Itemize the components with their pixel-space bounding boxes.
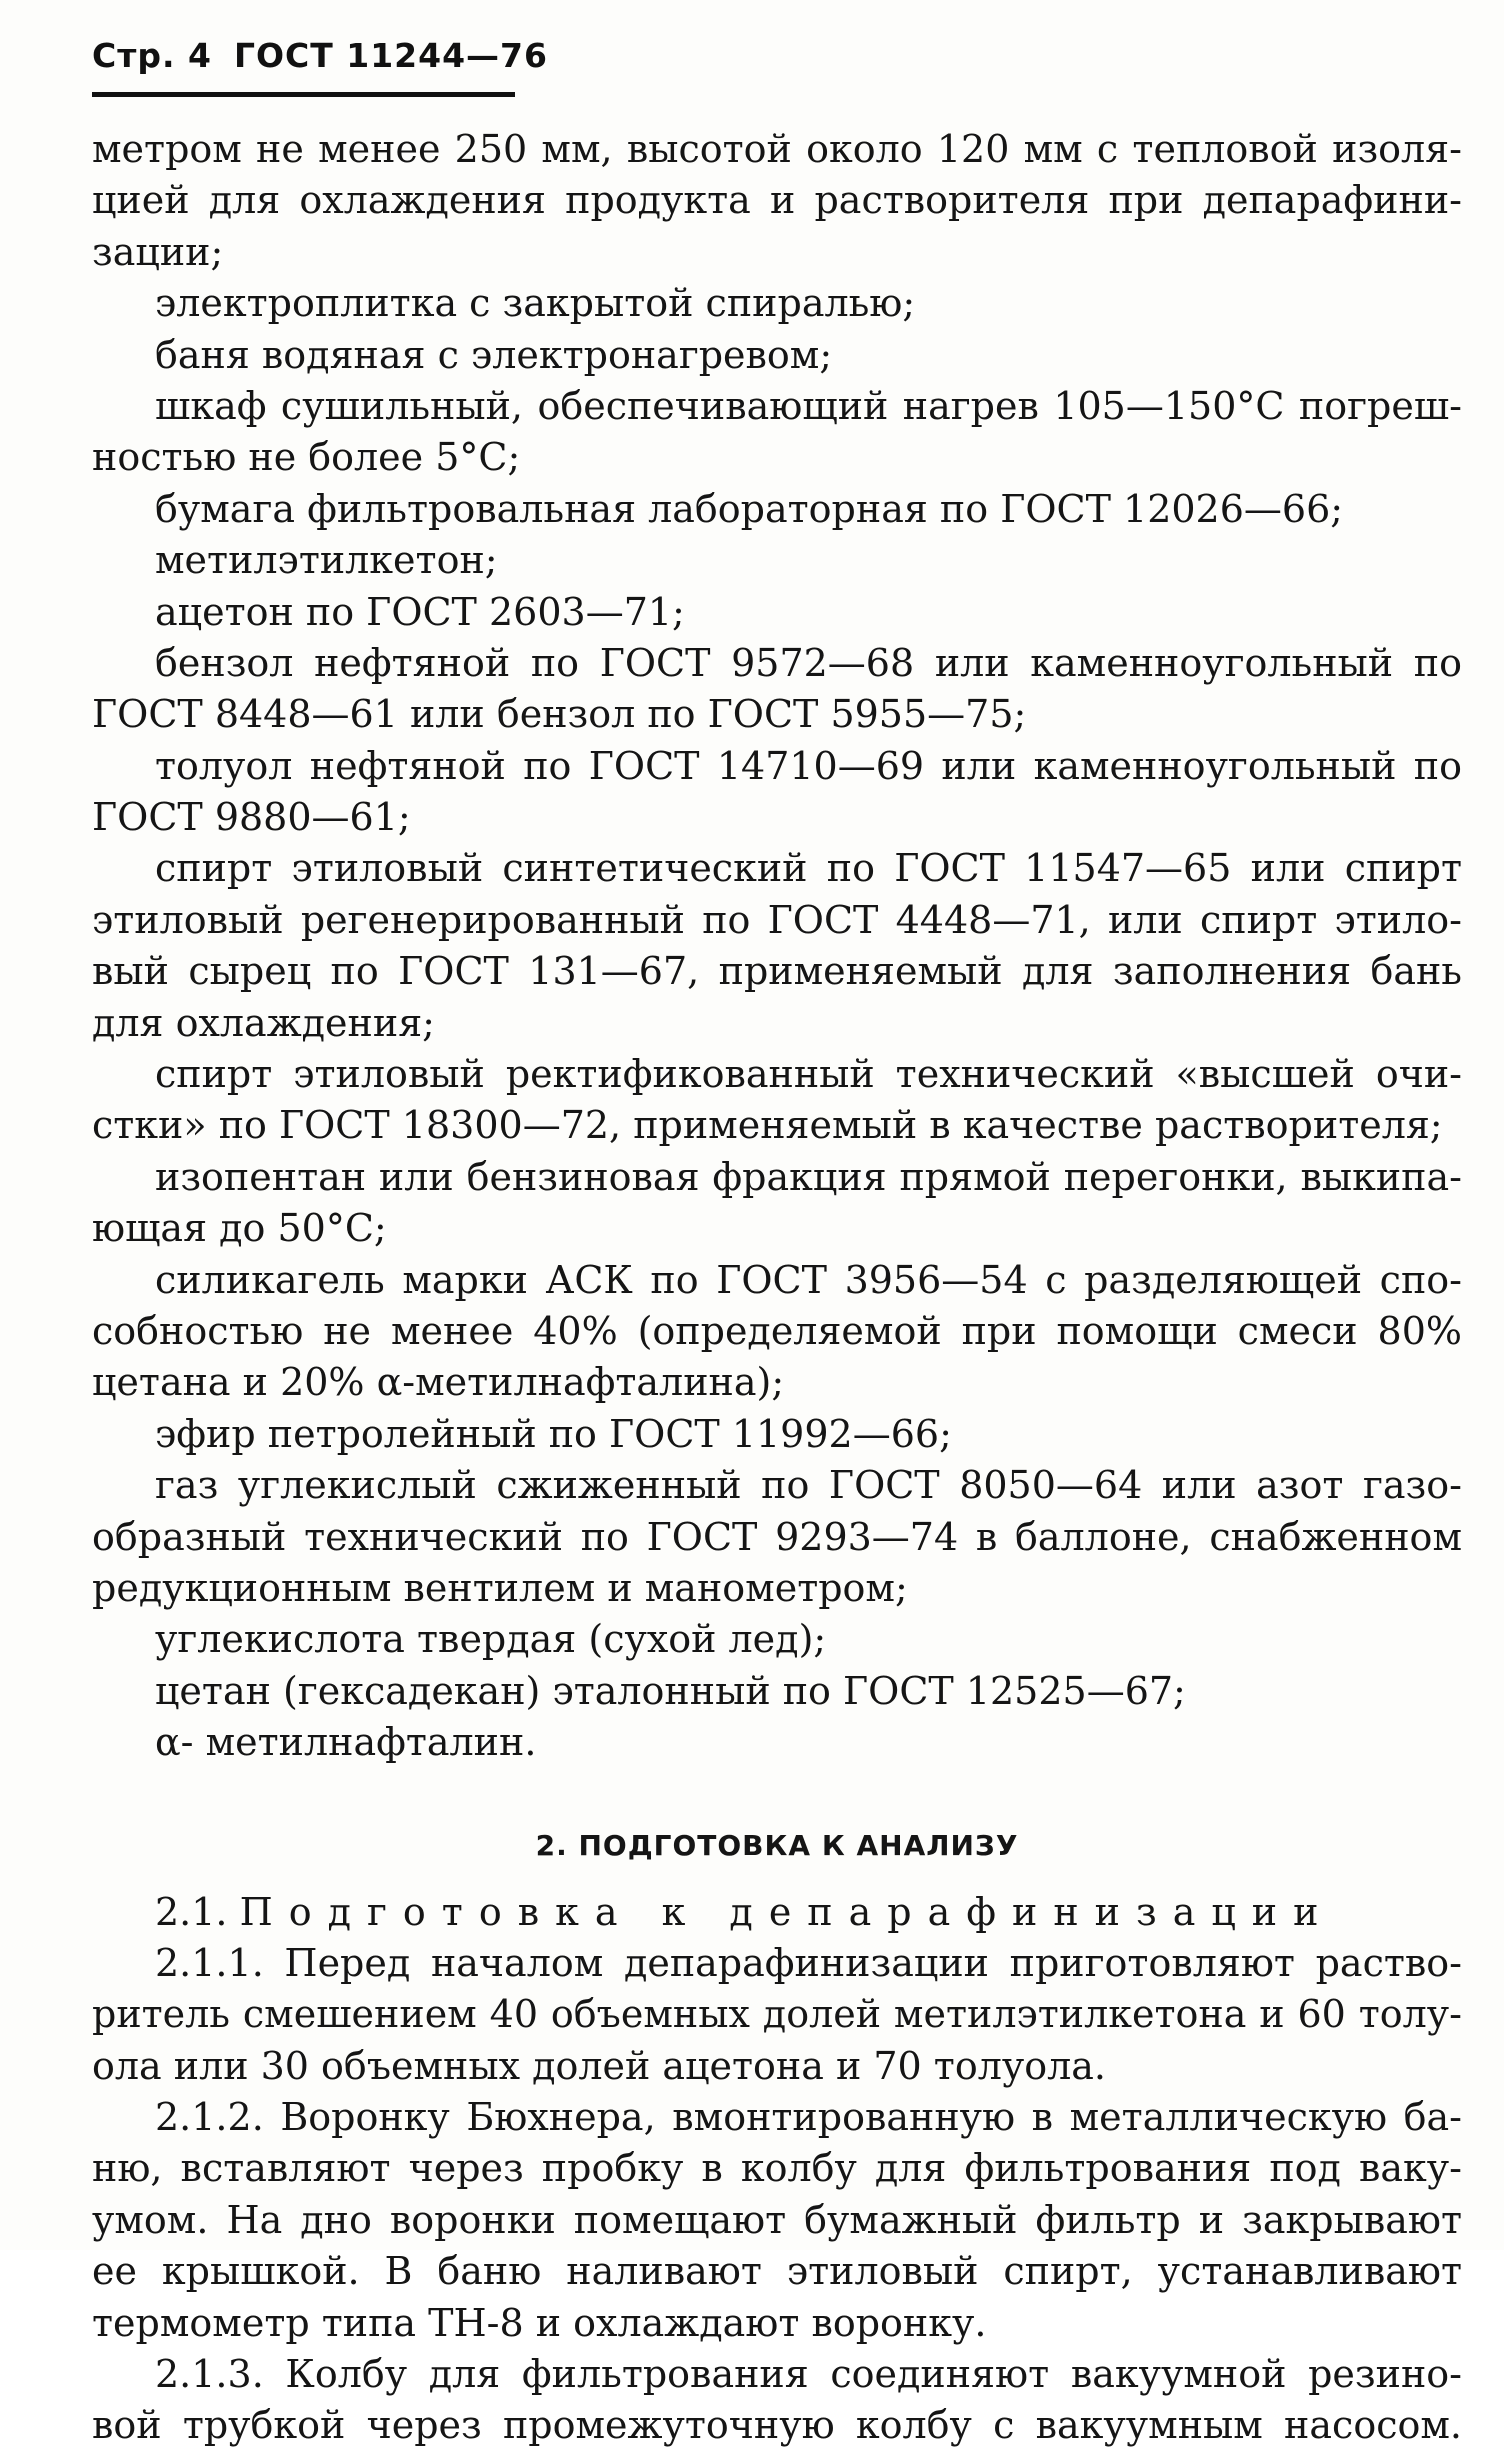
text-line: 2.1.3. Колбу для фильтрования соединяют вакуумной резино- (155, 2352, 1462, 2397)
section-heading: 2. ПОДГОТОВКА К АНАЛИЗУ (535, 1828, 1019, 1862)
paragraph-p7 (92, 587, 1462, 638)
text-line: ГОСТ 8448—61 или бензол по ГОСТ 5955—75; (92, 692, 1027, 737)
text-line: ню, вставляют через пробку в колбу для фильтрования под ваку- (92, 2146, 1462, 2191)
spacer (92, 1769, 1462, 1815)
text-line: углекислота твердая (сухой лед); (155, 1617, 827, 1662)
paragraph-p13 (92, 1255, 1462, 1409)
paragraph-p3 (92, 330, 1462, 381)
paragraph-p2 (92, 278, 1462, 329)
text-line: термометр типа ТН-8 и охлаждают воронку. (92, 2300, 987, 2345)
text-line: бумага фильтровальная лабораторная по ГОСТ 12026—66; (155, 486, 1344, 531)
text-line: α- метилнафталин. (155, 1720, 537, 1765)
standard-number: ГОСТ 11244—76 (233, 36, 548, 75)
paragraph-p8 (92, 638, 1462, 741)
text-line: вой трубкой через промежуточную колбу с вакуумным насосом. (92, 2403, 1462, 2448)
text-line: для охлаждения; (92, 1000, 435, 1045)
text-line: метром не менее 250 мм, высотой около 120 мм с тепловой изоля- (92, 127, 1462, 171)
text-line: спирт этиловый ректификованный технический «высшей очи- (155, 1052, 1462, 1097)
text-line: умом. На дно воронки помещают бумажный фильтр и закрывают (92, 2197, 1462, 2242)
text-line: эфир петролейный по ГОСТ 11992—66; (155, 1411, 952, 1456)
text-line: собностью не менее 40% (определяемой при помощи смеси 80% (92, 1308, 1462, 1353)
paragraph-p11 (92, 1049, 1462, 1152)
text-line: ола или 30 объемных долей ацетона и 70 толуола. (92, 2043, 1106, 2088)
text-line: редукционным вентилем и манометром; (92, 1565, 908, 1610)
paragraph-p6 (92, 535, 1462, 586)
paragraph-p16 (92, 1614, 1462, 1665)
text-line: метилэтилкетон; (155, 538, 498, 583)
text-line: шкаф сушильный, обеспечивающий нагрев 105—150°С погреш- (155, 383, 1462, 428)
page-number: Стр. 4 (92, 36, 212, 75)
paragraph-p12 (92, 1152, 1462, 1255)
document-body (92, 124, 1462, 2452)
paragraph-p15 (92, 1460, 1462, 1614)
clause-2-1-1 (92, 1938, 1462, 2092)
page-header (92, 36, 548, 75)
text-line: ностью не более 5°С; (92, 435, 521, 480)
clause-2-1-2 (92, 2092, 1462, 2349)
clause-2-1-3 (92, 2349, 1462, 2452)
subsection-title: Подготовка к депарафинизации (239, 1889, 1335, 1934)
paragraph-p4 (92, 381, 1462, 484)
text-line: 2.1.1. Перед началом депарафинизации приготовляют раство- (155, 1940, 1462, 1985)
subsection-number: 2.1. (155, 1889, 228, 1934)
text-line: цией для охлаждения продукта и растворителя при депарафини- (92, 178, 1462, 223)
text-line: ГОСТ 9880—61; (92, 795, 411, 840)
text-line: ее крышкой. В баню наливают этиловый спирт, устанавливают (92, 2249, 1462, 2294)
paragraph-p18 (92, 1717, 1462, 1768)
text-line: цетан (гексадекан) эталонный по ГОСТ 12525—67; (155, 1668, 1186, 1713)
paragraph-p14 (92, 1409, 1462, 1460)
text-line: 2.1.2. Воронку Бюхнера, вмонтированную в металлическую ба- (155, 2095, 1462, 2140)
text-line: ющая до 50°С; (92, 1206, 387, 1251)
subsection-title-line (92, 1887, 1462, 1938)
paragraph-p1 (92, 124, 1462, 278)
header-underline (92, 92, 515, 97)
text-line: вый сырец по ГОСТ 131—67, применяемый для заполнения бань (92, 949, 1462, 994)
text-line: стки» по ГОСТ 18300—72, применяемый в качестве растворителя; (92, 1103, 1443, 1148)
text-line: толуол нефтяной по ГОСТ 14710—69 или каменноугольный по (155, 743, 1462, 788)
text-line: ритель смешением 40 объемных долей метилэтилкетона и 60 толу- (92, 1992, 1462, 2037)
text-line: баня водяная с электронагревом; (155, 332, 833, 377)
text-line: изопентан или бензиновая фракция прямой перегонки, выкипа- (155, 1154, 1462, 1199)
text-line: спирт этиловый синтетический по ГОСТ 11547—65 или спирт (155, 846, 1462, 891)
paragraph-p10 (92, 843, 1462, 1049)
text-line: этиловый регенерированный по ГОСТ 4448—71, или спирт этило- (92, 897, 1462, 942)
text-line: цетана и 20% α-метилнафталина); (92, 1360, 785, 1405)
paragraph-p9 (92, 741, 1462, 844)
text-line: ацетон по ГОСТ 2603—71; (155, 589, 685, 634)
text-line: газ углекислый сжиженный по ГОСТ 8050—64 или азот газо- (155, 1463, 1462, 1508)
text-line: электроплитка с закрытой спиралью; (155, 281, 916, 326)
text-line: силикагель марки АСК по ГОСТ 3956—54 с разделяющей спо- (155, 1257, 1462, 1302)
text-line: бензол нефтяной по ГОСТ 9572—68 или каменноугольный по (155, 640, 1462, 685)
text-line: образный технический по ГОСТ 9293—74 в баллоне, снабженном (92, 1514, 1462, 1559)
text-line: зации; (92, 229, 224, 274)
paragraph-p5 (92, 484, 1462, 535)
paragraph-p17 (92, 1666, 1462, 1717)
spacer (92, 1877, 1462, 1887)
